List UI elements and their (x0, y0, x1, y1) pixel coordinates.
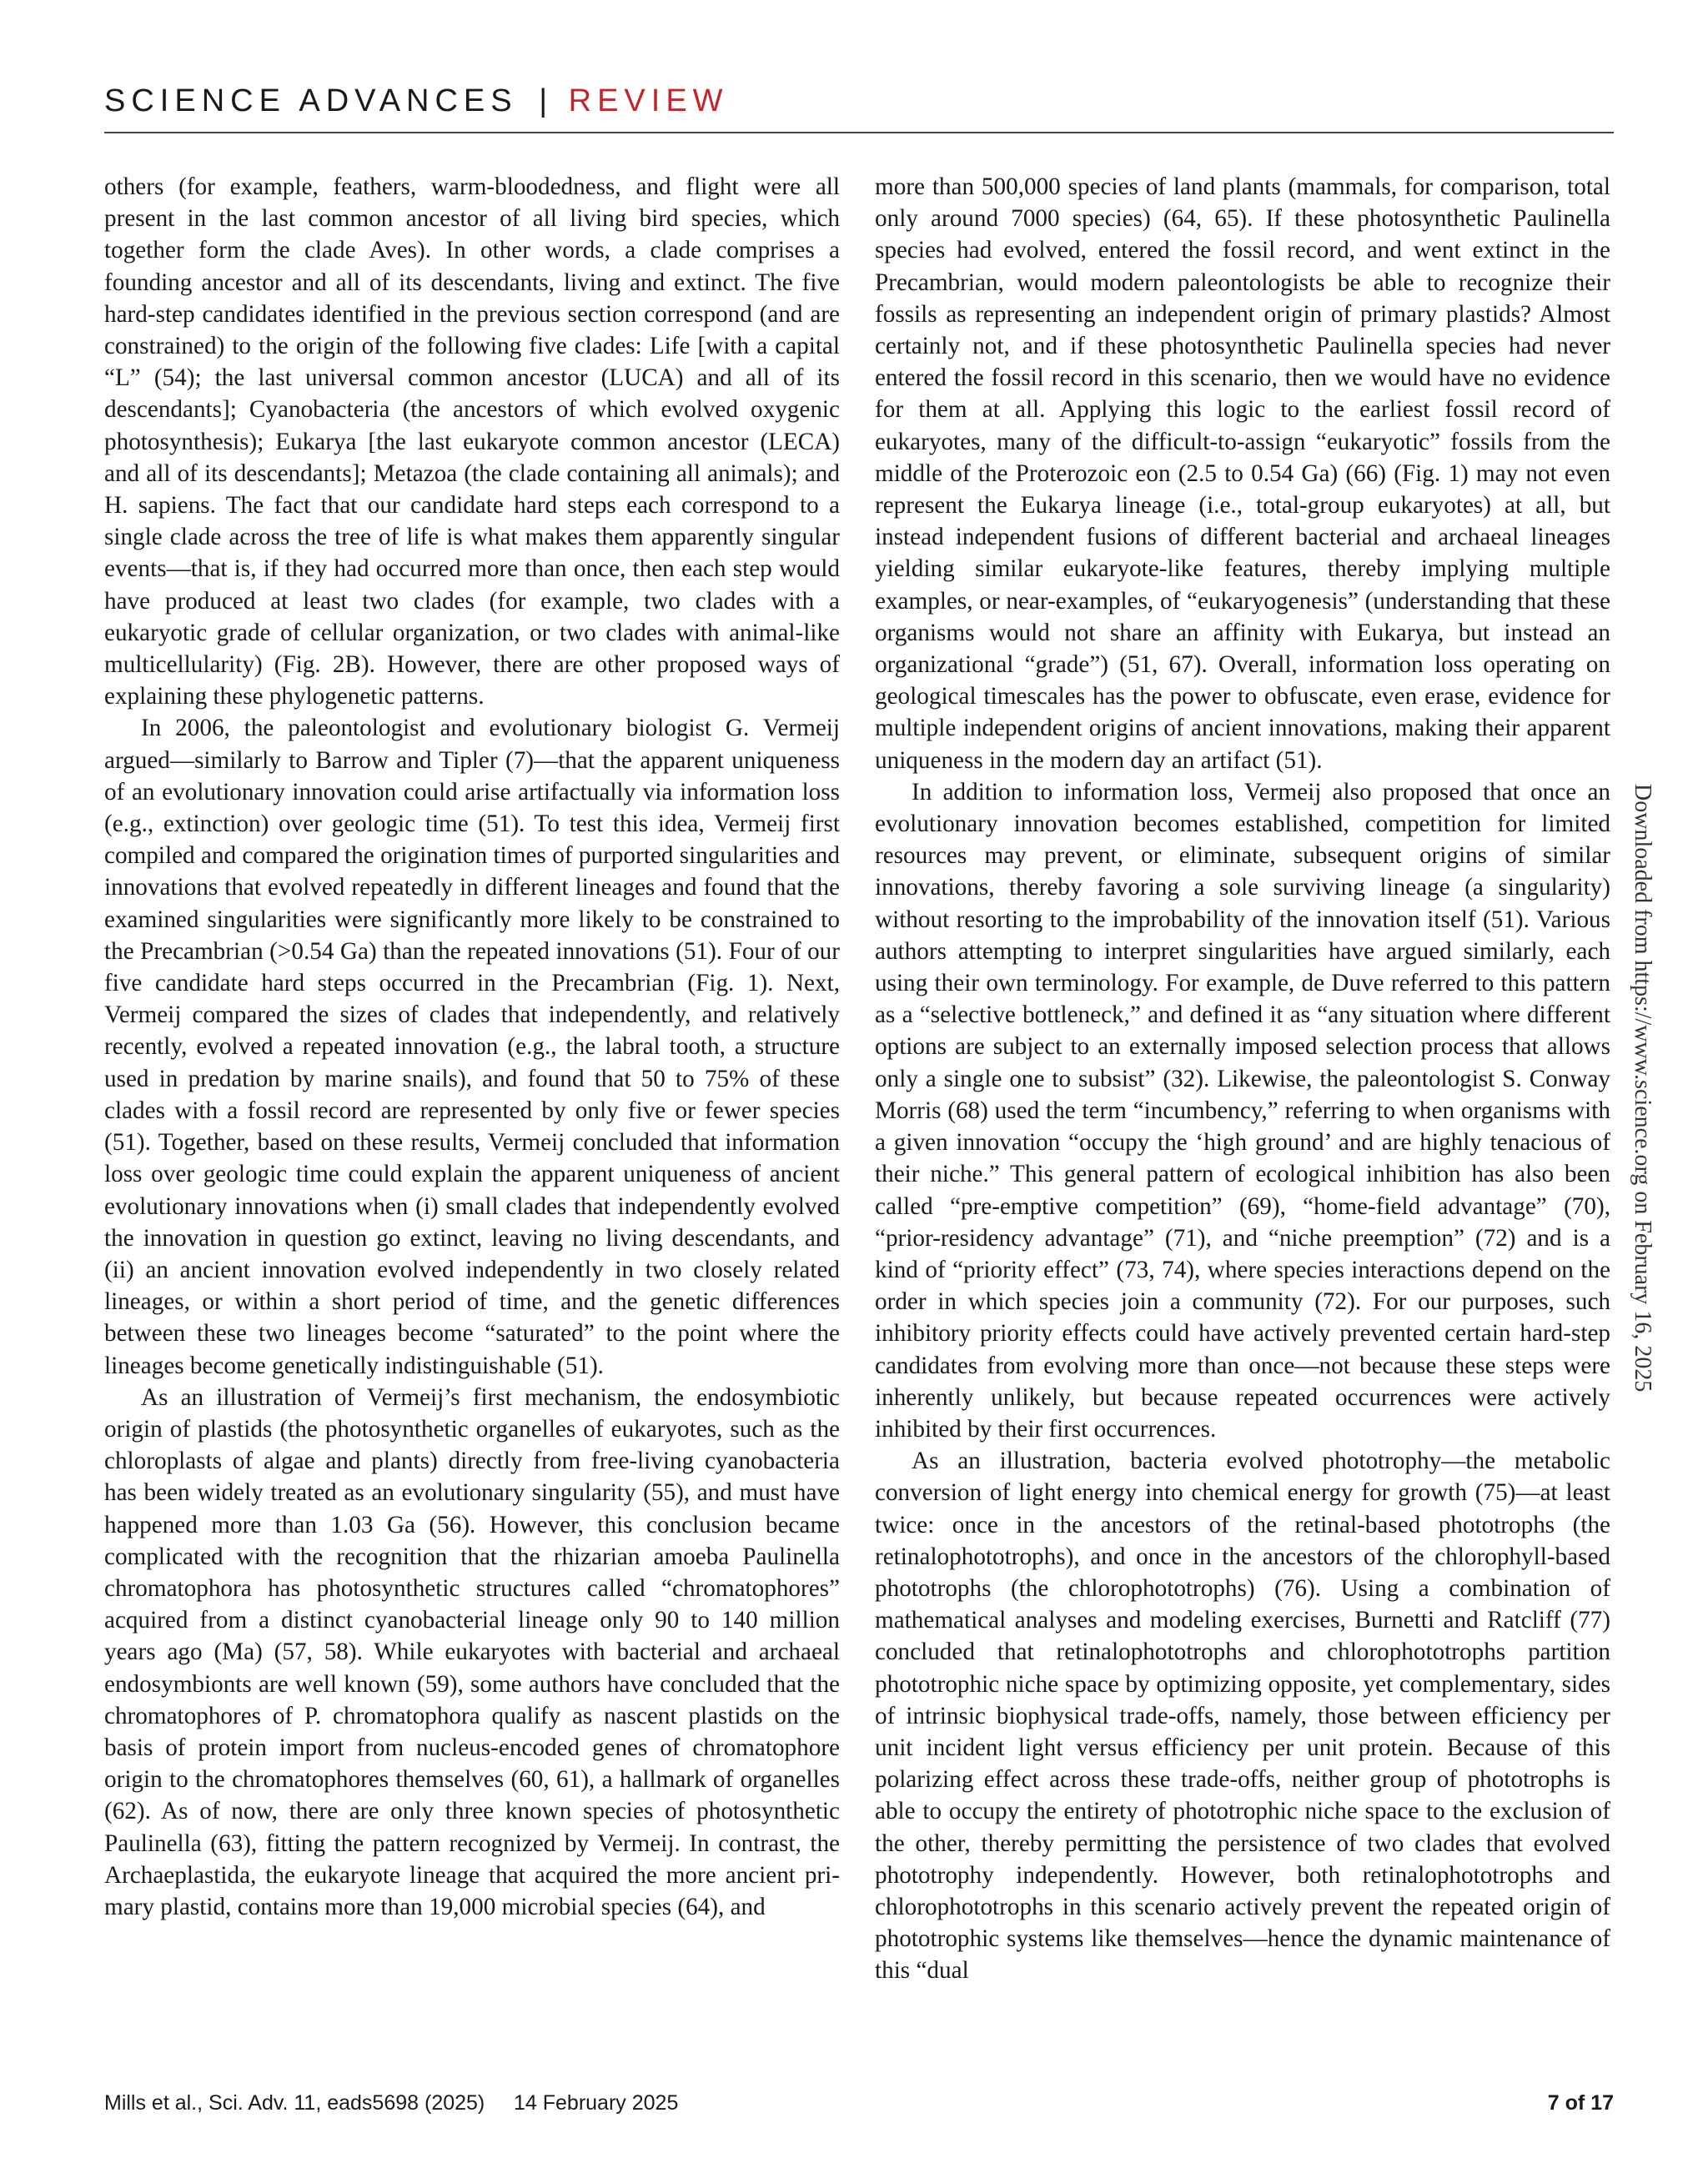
journal-name (104, 83, 729, 118)
section-label: REVIEW (568, 83, 729, 118)
journal-title: SCIENCE ADVANCES (104, 83, 518, 118)
paragraph: As an illustration, bacteria evolved phototrophy—the metabolic conversion of light energy into chemical energy for growth (75)—at least twice: once in the ancestors of the retinal-based phototrophs (the retinalophototrophs), and once in the ancestors of the chlorophyll-based phototrophs (the chlorophototrophs) (76). Using a combination of mathematical analyses and modeling exercises, Burnetti and Ratcliff (77) concluded that retinalophototrophs and chlorophototrophs partition phototrophic niche space by optimizing opposite, yet complementary, sides of intrinsic biophysical trade-offs, namely, those between efficiency per unit incident light versus efficiency per unit protein. Because of this polarizing effect across these trade-offs, neither group of phototrophs is able to occupy the entirety of phototrophic niche space to the exclusion of the other, thereby permitting the persistence of two clades that evolved phototrophy independently. However, both retinalophototrophs and chlorophototrophs in this scenario actively prevent the repeated origin of phototrophic systems like themselves—hence the dynamic maintenance of this “dual (875, 1448, 1610, 1985)
paragraph: more than 500,000 species of land plants (mammals, for comparison, total only around 7000 species) (64, 65). If these photosynthetic Paulinella species had evolved, entered the fossil record, and went extinct in the Precambrian, would modern paleontologists be able to recognize their fossils as representing an independent origin of primary plastids? Almost certainly not, and if these photosynthetic Paulinella species had never entered the fossil record in this scenario, then we would have no evidence for them at all. Applying this logic to the earliest fossil record of eukaryotes, many of the difficult-to-assign “eukaryotic” fossils from the middle of the Proterozoic eon (2.5 to 0.54 Ga) (66) (Fig. 1) may not even represent the Eukarya lineage (i.e., total-group eukaryotes) at all, but instead independent fusions of different bacterial and archaeal lineages yielding similar eukaryote-like features, thereby implying multiple examples, or near-examples, of “eukaryogenesis” (understanding that these organisms would not share an affinity with Eukarya, but instead an organizational “grade”) (51, 67). Overall, information loss operating on geological timescales has the power to obfuscate, even erase, evidence for multiple independent origins of ancient innovations, making their apparent uniqueness in the modern day an artifact (51). (875, 173, 1610, 774)
paragraph: In 2006, the paleontologist and evolutionary biologist G. Vermeij argued—similarly to Barrow and Tipler (7)—that the apparent uniqueness of an evolutionary innovation could arise artifactually via information loss (e.g., extinction) over geologic time (51). To test this idea, Vermeij first compiled and compared the origination times of purported singularities and innovations that evolved repeatedly in different lineages and found that the examined singularities were significantly more likely to be constrained to the Precambrian (>0.54 Ga) than the repeated innovations (51). Four of our five candidate hard steps occurred in the Precambrian (Fig. 1). Next, Vermeij compared the sizes of clades that independently, and relatively recently, evolved a repeated innovation (e.g., the labral tooth, a structure used in predation by marine snails), and found that 50 to 75% of these clades with a fossil record are represented by only five or fewer species (51). Together, based on these results, Vermeij concluded that information loss over geologic time could explain the apparent uniqueness of ancient evolutionary innovations when (i) small clades that independently evolved the innovation in question go extinct, leaving no living descendants, and (ii) an ancient innovation evolved independently in two closely related lineages, or within a short period of time, and the genetic differences between these two lineages become “saturated” to the point where the lineages become genetically indistinguishable (51). (104, 715, 840, 1379)
header-separator: | (539, 83, 548, 118)
page-footer (104, 2091, 1614, 2125)
footer-citation: Mills et al., Sci. Adv. 11, eads5698 (2025) 14 February 2025 (104, 2091, 679, 2115)
left-column (104, 171, 840, 2039)
download-notice: Downloaded from https://www.science.org on February 16, 2025 (1630, 784, 1655, 1393)
paragraph: As an illustration of Vermeij’s first mechanism, the endosymbiotic origin of plastids (the photosynthetic organelles of eukaryotes, such as the chloroplasts of algae and plants) directly from free-living cyanobacteria has been widely treated as an evolutionary singularity (55), and must have happened more than 1.03 Ga (56). However, this conclusion became complicated with the recognition that the rhizarian amoeba Paulinella chromatophora has photosynthetic structures called “chromatophores” acquired from a distinct cyanobacterial lineage only 90 to 140 million years ago (Ma) (57, 58). While eukaryotes with bacterial and archaeal endosymbionts are well known (59), some authors have concluded that the chromatophores of P. chromatophora qualify as nascent plastids on the basis of protein import from nucleus-encoded genes of chromatophore origin to the chromatophores themselves (60, 61), a hallmark of organelles (62). As of now, there are only three known species of photosynthetic Paulinella (63), fitting the pattern recognized by Vermeij. In contrast, the Archaeplastida, the eukaryote lineage that acquired the more ancient primary plastid, contains more than 19,000 microbial species (64), and (104, 1383, 840, 1920)
right-column (875, 171, 1610, 2039)
running-header (104, 83, 1614, 133)
page-number: 7 of 17 (1547, 2091, 1614, 2115)
paragraph: others (for example, feathers, warm-bloodedness, and flight were all present in the last common ancestor of all living bird species, which together form the clade Aves). In other words, a clade comprises a founding ancestor and all of its descendants, living and extinct. The five hard-step candidates identified in the previous section correspond (and are constrained) to the origin of the following five clades: Life [with a capital “L” (54); the last universal common ancestor (LUCA) and all of its descendants]; Cyanobacteria (the ancestors of which evolved oxygenic photosynthesis); Eukarya [the last eukaryote common ancestor (LECA) and all of its descendants]; Metazoa (the clade containing all animals); and H. sapiens. The fact that our candidate hard steps each correspond to a single clade across the tree of life is what makes them apparently singular events—that is, if they had occurred more than once, then each step would have produced at least two clades (for example, two clades with a eukaryotic grade of cellular organization, or two clades with animal-like multicellularity) (Fig. 2B). However, there are other proposed ways of explaining these phylogenetic patterns. (104, 173, 840, 710)
paragraph: In addition to information loss, Vermeij also proposed that once an evolutionary innovation becomes established, competition for limited resources may prevent, or eliminate, subsequent origins of similar innovations, thereby favoring a sole surviving lineage (a singularity) without resorting to the improbability of the innovation itself (51). Various authors attempting to interpret singularities have argued similarly, each using their own terminology. For example, de Duve referred to this pattern as a “selective bottleneck,” and defined it as “any situation where different options are subject to an externally imposed selection process that allows only a single one to subsist” (32). Likewise, the paleontologist S. Conway Morris (68) used the term “incumbency,” referring to when organisms with a given innovation “occupy the ‘high ground’ and are highly tenacious of their niche.” This general pattern of ecological inhibition has also been called “pre-emptive competition” (69), “home-field advantage” (70), “prior-residency advantage” (71), and “niche preemption” (72) and is a kind of “priority effect” (73, 74), where species interactions depend on the order in which species join a community (72). For our purposes, such inhibitory priority effects could have actively prevented certain hard-step candidates from evolving more than once—not because these steps were inherently unlikely, but because repeated occurrences were actively inhibited by their first occurrences. (875, 778, 1610, 1443)
header-rule (104, 132, 1614, 133)
